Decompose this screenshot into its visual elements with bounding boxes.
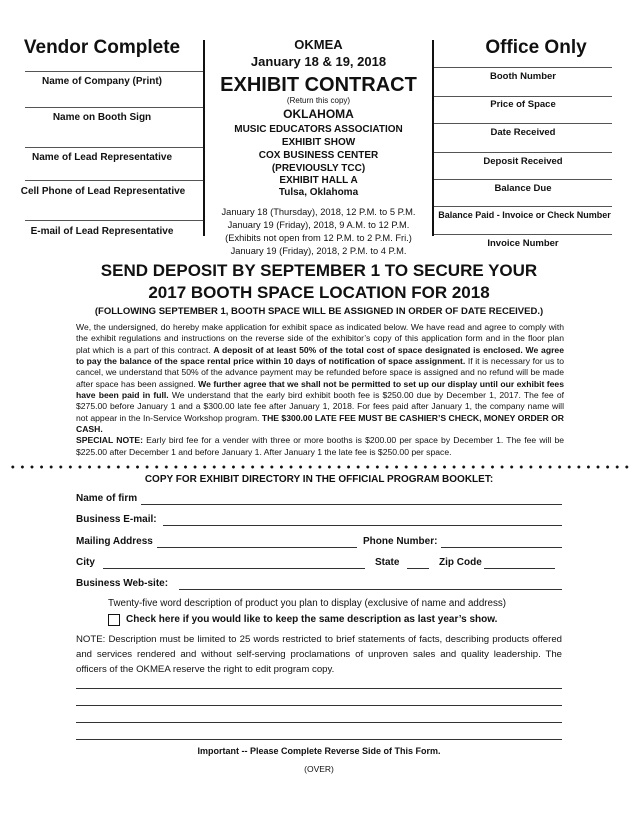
deposit-headline-1: SEND DEPOSIT BY SEPTEMBER 1 TO SECURE YOUR xyxy=(100,261,538,280)
return-note: (Return this copy) xyxy=(286,96,351,105)
special-note-text: Early bird fee for a vender with three or more booths is $200.00 per space by December 1. The fee will be $225.00 after December 1 and before January 1. After January 1 the late fee is $250.00 per space. xyxy=(76,435,564,457)
vendor-company-label: Name of Company (Print) xyxy=(41,76,162,87)
deposit-headline-2: 2017 BOOTH SPACE LOCATION FOR 2018 xyxy=(148,283,490,302)
show-name: EXHIBIT SHOW xyxy=(281,137,356,148)
website-field[interactable] xyxy=(179,589,562,590)
same-description-label: Check here if you would like to keep the same description as last year’s show. xyxy=(126,614,498,625)
vendor-cell-label: Cell Phone of Lead Representative xyxy=(20,186,186,197)
mailing-address-label: Mailing Address xyxy=(76,536,153,547)
state-label: State xyxy=(375,557,400,568)
dotted-separator xyxy=(8,465,630,469)
balance-paid-label: Balance Paid - Invoice or Check Number xyxy=(438,210,611,220)
association-name: MUSIC EDUCATORS ASSOCIATION xyxy=(234,124,403,135)
important-note: Important -- Please Complete Reverse Side of This Form. xyxy=(197,746,441,756)
terms-paragraph xyxy=(76,322,564,458)
hours-line-2: January 19 (Friday), 2018, 9 A.M. to 12 P.M. xyxy=(227,220,410,230)
org-name: OKMEA xyxy=(294,37,343,52)
venue-name: COX BUSINESS CENTER xyxy=(258,150,379,161)
city-label: City xyxy=(76,557,95,568)
city-field[interactable] xyxy=(103,568,365,569)
deposit-received-label: Deposit Received xyxy=(483,156,563,167)
vendor-line-2 xyxy=(25,107,203,108)
price-of-space-label: Price of Space xyxy=(490,99,556,110)
vendor-email-label: E-mail of Lead Representative xyxy=(30,226,174,237)
event-dates: January 18 & 19, 2018 xyxy=(250,54,387,69)
balance-due-label: Balance Due xyxy=(494,183,552,194)
vendor-booth-sign-label: Name on Booth Sign xyxy=(52,112,152,123)
date-received-label: Date Received xyxy=(490,127,556,138)
mailing-address-field[interactable] xyxy=(157,547,357,548)
office-line-5 xyxy=(434,179,612,180)
terms-text-2: If it is necessary for us to cancel, we understand that 50% of the advance payment may be refunded before space is assigned and no refund will be made after space has been assigned. xyxy=(76,356,564,389)
vendor-title: Vendor Complete xyxy=(23,37,181,58)
special-note-label: SPECIAL NOTE: xyxy=(76,435,143,446)
terms-text-3: We understand that the early bird exhibit booth fee is $250.00 due by December 1, 2017. The fee of $275.00 before January 1 and a $300.00 late fee after January 1, 2018. For fees paid after January 1, the company name will not appear in the In-Service Workshop program. xyxy=(76,390,564,423)
assignment-notice: (FOLLOWING SEPTEMBER 1, BOOTH SPACE WILL BE ASSIGNED IN ORDER OF DATE RECEIVED.) xyxy=(94,306,544,317)
terms-text-1: We, the undersigned, do hereby make application for exhibit space as indicated below. We have read and agree to comply with the exhibit regulations and instructions on the reverse side of the exhibitor’s copy of this application form and in the floor plan plat which is a part of this contract. xyxy=(76,322,564,355)
vendor-line-1 xyxy=(25,71,203,72)
office-line-6 xyxy=(434,206,612,207)
description-line-3[interactable] xyxy=(76,722,562,723)
directory-heading: COPY FOR EXHIBIT DIRECTORY IN THE OFFICIAL PROGRAM BOOKLET: xyxy=(144,474,494,485)
business-email-field[interactable] xyxy=(163,525,562,526)
office-line-7 xyxy=(434,234,612,235)
phone-number-label: Phone Number: xyxy=(363,536,438,547)
hall-name: EXHIBIT HALL A xyxy=(279,175,358,186)
city-name: Tulsa, Oklahoma xyxy=(278,187,359,198)
terms-deposit-bold: A deposit of at least 50% of the total cost of space designated is enclosed. We agree to pay the balance of the space rental price within 10 days of notification of space assignment. xyxy=(76,344,564,367)
hours-line-4: January 19 (Friday), 2018, 2 P.M. to 4 P.M. xyxy=(230,246,407,256)
office-line-3 xyxy=(434,123,612,124)
vendor-line-5 xyxy=(25,220,203,221)
booth-number-label: Booth Number xyxy=(490,71,556,82)
office-line-4 xyxy=(434,152,612,153)
over-note: (OVER) xyxy=(304,764,334,774)
venue-previous: (PREVIOUSLY TCC) xyxy=(271,163,366,174)
contract-title: EXHIBIT CONTRACT xyxy=(220,74,417,96)
hours-line-1: January 18 (Thursday), 2018, 12 P.M. to 5 P.M. xyxy=(221,207,416,217)
website-label: Business Web-site: xyxy=(76,578,169,589)
description-line-4[interactable] xyxy=(76,739,562,740)
state-name: OKLAHOMA xyxy=(283,107,354,121)
same-description-checkbox[interactable] xyxy=(108,614,120,626)
firm-name-field[interactable] xyxy=(141,504,562,505)
vendor-line-3 xyxy=(25,147,203,148)
vendor-line-4 xyxy=(25,180,203,181)
office-line-1 xyxy=(434,67,612,68)
description-line-1[interactable] xyxy=(76,688,562,689)
firm-name-label: Name of firm xyxy=(76,493,138,504)
terms-setup-bold: We further agree that we shall not be permitted to set up our display until our exhibit fees have been paid in full. xyxy=(76,378,564,401)
terms-late-fee-bold: THE $300.00 LATE FEE MUST BE CASHIER’S CHECK, MONEY ORDER OR CASH. xyxy=(76,412,565,435)
zip-code-label: Zip Code xyxy=(439,557,482,568)
office-line-2 xyxy=(434,96,612,97)
description-instruction: Twenty-five word description of product you plan to display (exclusive of name and address) xyxy=(108,598,507,609)
state-field[interactable] xyxy=(407,568,429,569)
description-note: NOTE: Description must be limited to 25 words restricted to brief statements of facts, describing products offered and services rendered and without self-serving proclamations of unproven sales and quality leadership. The officers of the OKMEA reserve the right to edit program copy. xyxy=(76,634,562,675)
zip-code-field[interactable] xyxy=(484,568,555,569)
hours-line-3: (Exhibits not open from 12 P.M. to 2 P.M. Fri.) xyxy=(225,233,412,243)
business-email-label: Business E-mail: xyxy=(76,514,157,525)
description-line-2[interactable] xyxy=(76,705,562,706)
vendor-lead-rep-label: Name of Lead Representative xyxy=(31,152,173,163)
invoice-number-label: Invoice Number xyxy=(487,238,559,249)
phone-number-field[interactable] xyxy=(441,547,562,548)
office-title: Office Only xyxy=(485,37,587,58)
